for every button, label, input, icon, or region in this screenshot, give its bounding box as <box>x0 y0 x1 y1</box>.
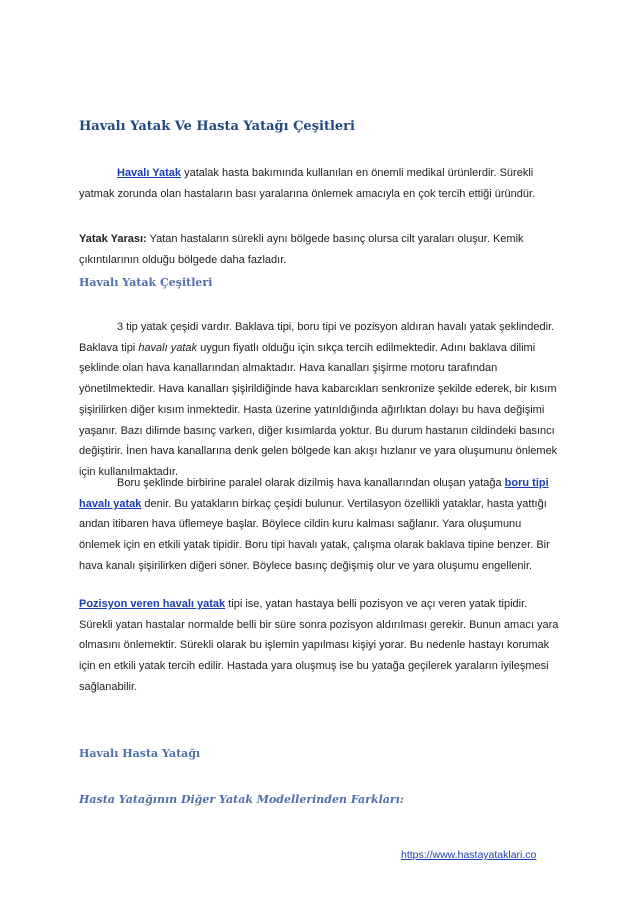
section-heading-cesitleri: Havalı Yatak Çeşitleri <box>79 276 213 289</box>
yatak-yarasi-label: Yatak Yarası: <box>79 233 147 245</box>
intro-text: yatalak hasta bakımında kullanılan en önemli medikal ürünlerdir. Sürekli yatmak zorunda olan hastaların bası yaralarına önlemek amacıyla en çok tercih ettiği üründür. <box>79 167 536 200</box>
pozisyon-paragraph <box>79 594 562 698</box>
boru-text-a: Boru şeklinde birbirine paralel olarak dizilmiş hava kanallarından oluşan yatağa <box>117 477 505 489</box>
boru-paragraph <box>79 473 562 577</box>
types-italic: havalı yatak <box>138 341 198 354</box>
pozisyon-link[interactable]: Pozisyon veren havalı yatak <box>79 598 226 610</box>
types-text-b: uygun fiyatlı olduğu için sıkça tercih edilmektedir. Adını baklava dilimi şeklinde olan hava kanallarından almaktadır. Hava kanalları şişirme motoru tarafından yönetilmektedir. Hava kanalları şişirildiğinde hava kabarcıkları senkronize şekilde ederek, bir kısım şişirilirken diğer kısım inmektedir. Hasta üzerine yatırıldığında ağırlıktan dolayı bu hava değişimi yaşanır. Bazı dilimde basınç varken, diğer kısımlarda yoktur. Bu durum hastanın cildindeki basıncı değiştirir. İnen hava kanallarına denk gelen bölgede kan akışı hızlanır ve yara oluşumunu önlemek için kullanılmaktadır. <box>79 341 558 478</box>
types-text-a: 3 tip yatak çeşidi vardır. Baklava tipi, boru tipi ve pozisyon aldıran havalı yatak şeklindedir. Baklava tipi <box>79 321 555 354</box>
boru-text-b: denir. Bu yatakların birkaç çeşidi bulunur. Vertilasyon özellikli yataklar, hasta yattığı andan itibaren hava üflemeye başlar. Böylece cildin kuru kalması sağlanır. Yara oluşumunu önlemek için en etkili yatak tipidir. Boru tipi havalı yatak, çalışma olarak baklava tipine benzer. Bir hava kanalı şişirilirken diğeri söner. Böylece basınç değişmiş olur ve yara oluşumu engellenir. <box>79 497 550 572</box>
section-heading-farklari: Hasta Yatağının Diğer Yatak Modellerinden Farkları: <box>79 793 404 806</box>
footer-url-link[interactable]: https://www.hastayataklari.co <box>401 849 537 861</box>
yatak-yarasi-text: Yatan hastaların sürekli aynı bölgede basınç olursa cilt yaraları oluşur. Kemik çıkıntılarının olduğu bölgede daha fazladır. <box>79 233 524 266</box>
page-title: Havalı Yatak Ve Hasta Yatağı Çeşitleri <box>79 119 355 134</box>
havali-yatak-link[interactable]: Havalı Yatak <box>117 167 182 179</box>
yatak-yarasi-paragraph <box>79 229 562 270</box>
types-paragraph <box>79 317 562 483</box>
section-heading-hasta-yatagi: Havalı Hasta Yatağı <box>79 747 201 760</box>
intro-paragraph <box>79 163 562 204</box>
pozisyon-text: tipi ise, yatan hastaya belli pozisyon ve açı veren yatak tipidir. Sürekli yatan hastalar normalde belli bir süre sonra pozisyon aldırılması gerekir. Bunun amacı yara olmasını önlemektir. Sürekli olarak bu işlemin yapılması kişiyi yorar. Bu nedenle hastayı korumak için en etkili yatak tercih edilir. Hastada yara oluşmuş ise bu yatağa geçilerek yaraların iyileşmesi sağlanabilir. <box>79 598 559 693</box>
boru-tipi-link[interactable]: boru tipi havalı yatak <box>79 477 549 510</box>
